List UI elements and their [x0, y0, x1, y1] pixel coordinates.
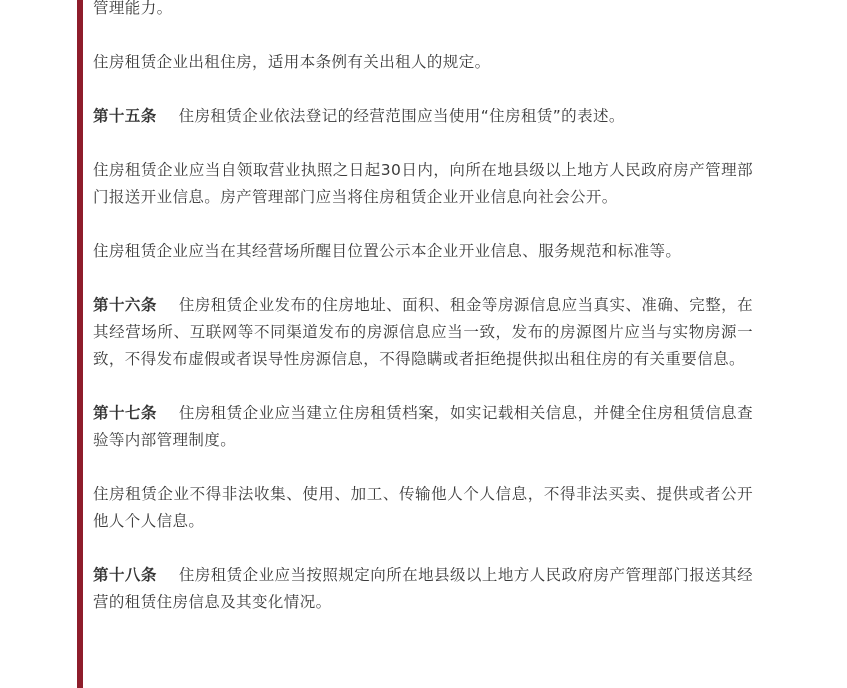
article-18 [93, 562, 753, 616]
article-16 [93, 292, 753, 373]
article-number: 第十六条 [93, 296, 157, 314]
article-body [93, 0, 753, 643]
article-15 [93, 103, 753, 130]
article-number: 第十五条 [93, 107, 157, 125]
paragraph-text: 住房租赁企业依法登记的经营范围应当使用“住房租赁”的表述。 [178, 107, 625, 125]
paragraph-text: 住房租赁企业应当自领取营业执照之日起30日内，向所在地县级以上地方人民政府房产管理部门报送开业信息。房产管理部门应当将住房租赁企业开业信息向社会公开。 [93, 161, 753, 206]
paragraph-1 [93, 0, 753, 22]
paragraph-text: 住房租赁企业出租住房，适用本条例有关出租人的规定。 [93, 53, 491, 71]
left-accent-rule [77, 0, 83, 688]
paragraph-text: 住房租赁企业应当建立住房租赁档案，如实记载相关信息，并健全住房租赁信息查验等内部管理制度。 [93, 404, 753, 449]
paragraph-5 [93, 238, 753, 265]
paragraph-text: 管理能力。 [93, 0, 173, 17]
paragraph-text: 住房租赁企业发布的住房地址、面积、租金等房源信息应当真实、准确、完整，在其经营场所、互联网等不同渠道发布的房源信息应当一致，发布的房源图片应当与实物房源一致，不得发布虚假或者误导性房源信息，不得隐瞒或者拒绝提供拟出租住房的有关重要信息。 [93, 296, 753, 368]
paragraph-text: 住房租赁企业不得非法收集、使用、加工、传输他人个人信息，不得非法买卖、提供或者公开他人个人信息。 [93, 485, 753, 530]
paragraph-text: 住房租赁企业应当按照规定向所在地县级以上地方人民政府房产管理部门报送其经营的租赁住房信息及其变化情况。 [93, 566, 753, 611]
paragraph-4 [93, 157, 753, 211]
article-number: 第十七条 [93, 404, 157, 422]
paragraph-8 [93, 481, 753, 535]
article-17 [93, 400, 753, 454]
paragraph-text: 住房租赁企业应当在其经营场所醒目位置公示本企业开业信息、服务规范和标准等。 [93, 242, 682, 260]
article-number: 第十八条 [93, 566, 157, 584]
paragraph-2 [93, 49, 753, 76]
